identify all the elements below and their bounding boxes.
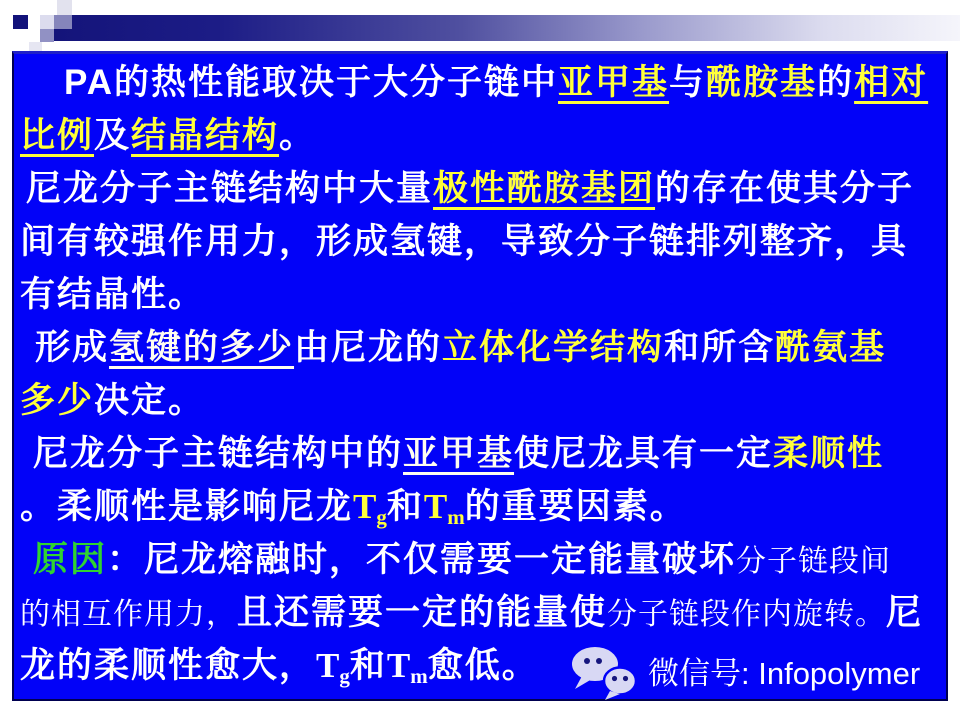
- text-segment: 结晶结构: [131, 116, 280, 155]
- text-segment: PA的热性能取决于大分子链中: [64, 63, 559, 102]
- text-segment: 分子链段间: [736, 545, 892, 578]
- text-segment: 酰胺基: [706, 63, 818, 102]
- text-segment: 有结晶性。: [20, 275, 206, 314]
- content-panel: [12, 51, 948, 701]
- decor-square-1: [13, 15, 28, 29]
- text-segment: 亚甲基: [558, 63, 670, 102]
- text-segment: 比例: [20, 116, 95, 155]
- text-line-11: [20, 586, 944, 639]
- text-segment: 形成: [35, 328, 110, 367]
- text-segment: 尼: [886, 593, 924, 632]
- text-segment: 间有较强作用力，形成氢键，导致分子链排列整齐，具: [20, 222, 909, 261]
- text-segment: 使尼龙具有一定: [514, 434, 774, 473]
- text-segment: 尼龙分子主链结构中的: [33, 434, 404, 473]
- text-segment: 相对: [854, 63, 929, 102]
- text-segment: $T_g$: [353, 487, 387, 529]
- wechat-icon: [570, 645, 640, 701]
- text-segment: 尼龙分子主链结构中大量: [26, 169, 434, 208]
- text-segment: 原因: [33, 540, 108, 579]
- decor-square-4: [54, 15, 72, 29]
- text-segment: ：: [107, 540, 145, 579]
- text-line-7: [20, 374, 944, 427]
- text-segment: 与: [669, 63, 707, 102]
- text-lines: [20, 56, 944, 692]
- text-segment: 分子链段作内旋转。: [607, 598, 887, 631]
- text-segment: 的相互作用力，: [20, 598, 237, 631]
- text-segment: 的重要因素。: [464, 487, 687, 526]
- text-segment: 亚甲基: [403, 434, 515, 473]
- text-segment: 多少: [20, 381, 95, 420]
- text-line-1: [64, 56, 944, 109]
- text-segment: 和: [386, 487, 424, 526]
- text-segment: 龙的柔顺性愈大，: [20, 646, 317, 685]
- decor-square-2: [57, 0, 72, 15]
- text-segment: 及: [94, 116, 132, 155]
- text-line-2: [20, 109, 944, 162]
- text-segment: 的: [817, 63, 855, 102]
- text-line-8: [33, 427, 944, 480]
- text-segment: 由尼龙的: [294, 328, 443, 367]
- text-segment: $T_m$: [386, 646, 428, 688]
- text-segment: 。柔顺性是影响尼龙: [20, 487, 354, 526]
- text-segment: 和所含: [664, 328, 776, 367]
- subscript: m: [410, 664, 428, 688]
- subscript: g: [339, 664, 350, 688]
- text-segment: 愈低。: [427, 646, 539, 685]
- text-line-3: [26, 162, 944, 215]
- text-segment: 且还需要一定的能量使: [237, 593, 608, 632]
- decor-square-5: [40, 29, 54, 42]
- text-segment: 极性酰胺基团: [433, 169, 656, 208]
- subscript: g: [376, 505, 387, 529]
- top-decor-bar: [54, 15, 960, 41]
- text-segment: 立体化学结构: [442, 328, 665, 367]
- text-segment: 酰氨基: [775, 328, 887, 367]
- text-segment: 。: [279, 116, 317, 155]
- text-line-5: [20, 268, 944, 321]
- text-segment: $T_m$: [423, 487, 465, 529]
- text-segment: 氢键的多少: [109, 328, 295, 367]
- text-line-9: [20, 480, 944, 533]
- text-segment: 决定。: [94, 381, 206, 420]
- subscript: m: [447, 505, 465, 529]
- text-segment: 尼龙熔融时，不仅需要一定能量破坏: [144, 540, 737, 579]
- text-line-6: [35, 321, 944, 374]
- wechat-label: 微信号: Infopolymer: [648, 656, 921, 691]
- text-segment: 的存在使其分子: [655, 169, 915, 208]
- text-segment: 柔顺性: [773, 434, 885, 473]
- decor-square-3: [40, 15, 54, 29]
- text-segment: 和: [349, 646, 387, 685]
- text-segment: $T_g$: [316, 646, 350, 688]
- text-line-4: [20, 215, 944, 268]
- text-line-10: [33, 533, 944, 586]
